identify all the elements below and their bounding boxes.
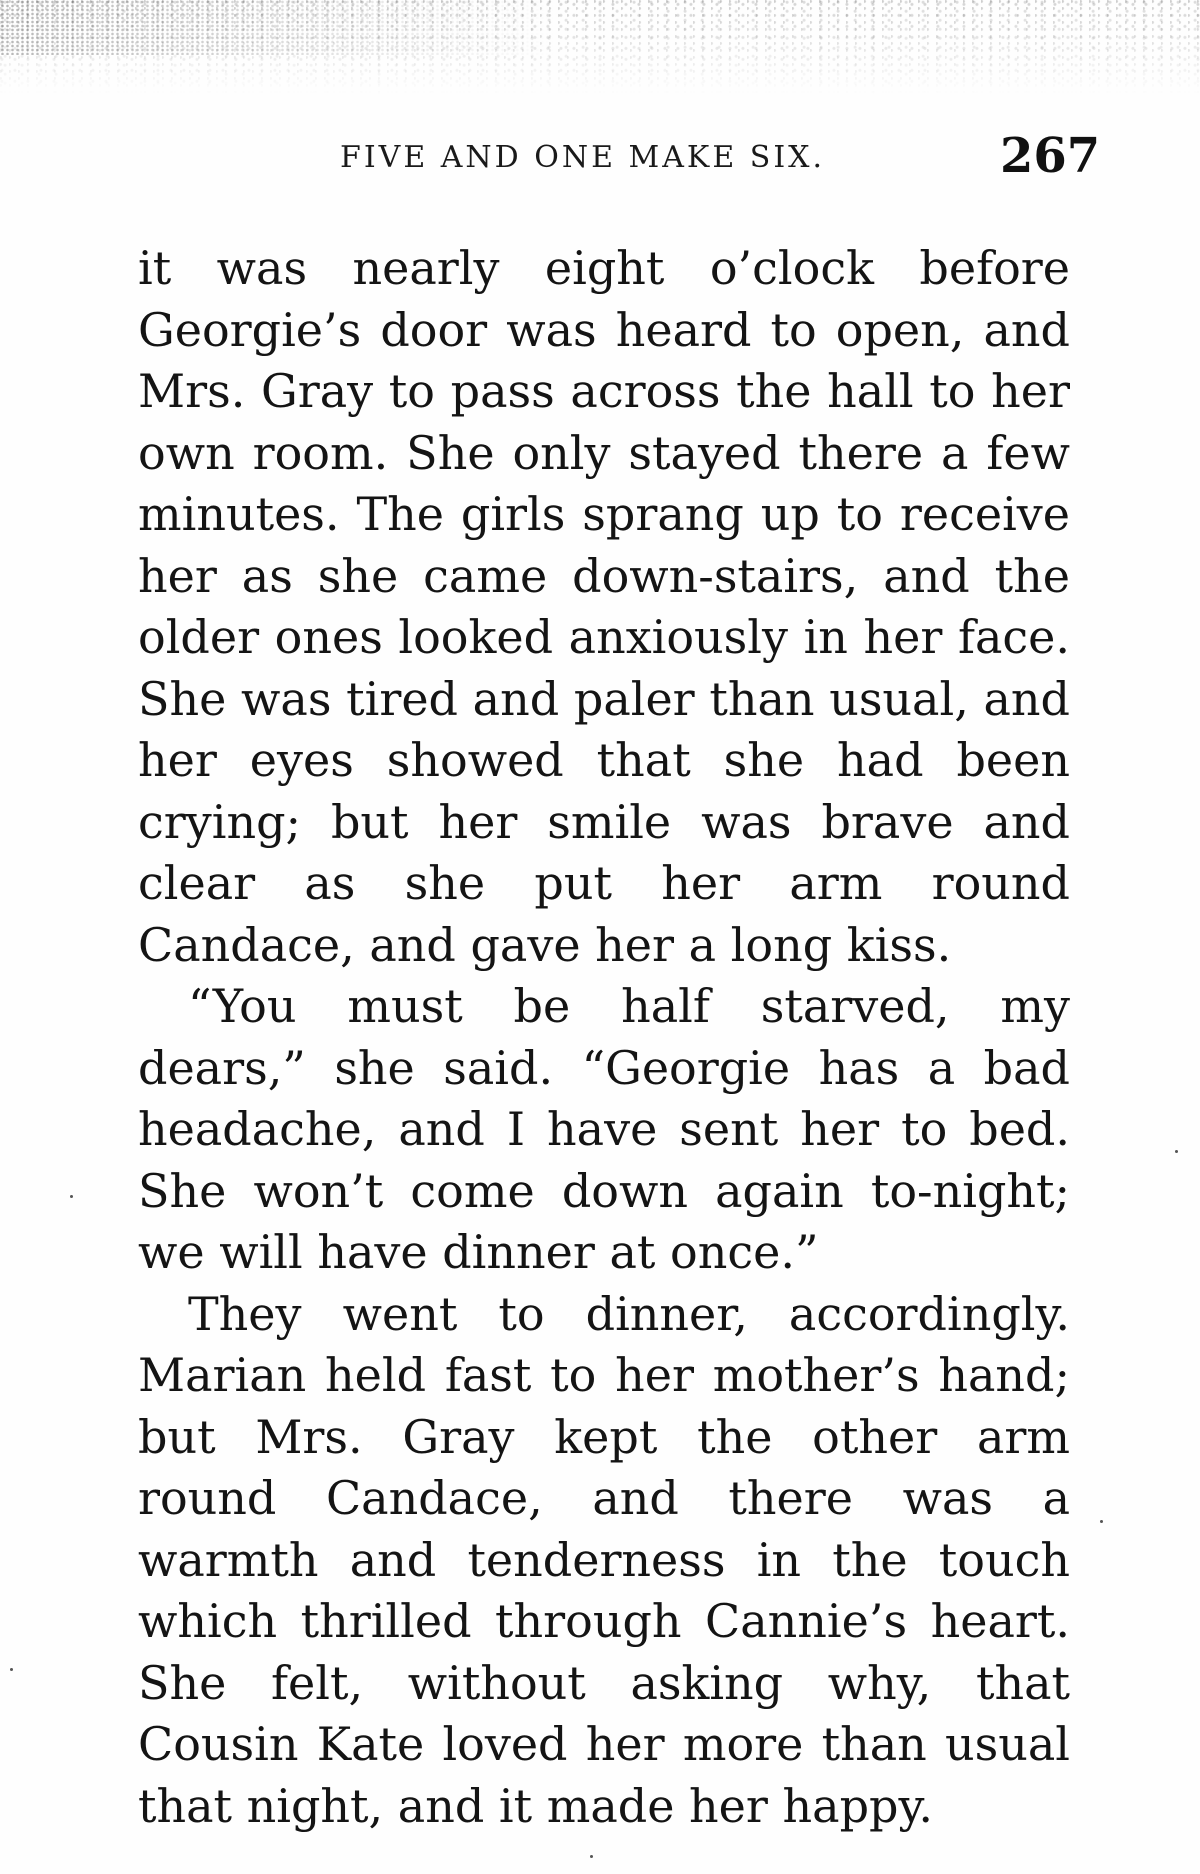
running-head-title: FIVE AND ONE MAKE SIX. — [340, 140, 826, 175]
scan-speck — [70, 1195, 73, 1198]
scan-speck — [10, 1668, 13, 1671]
scan-speck — [590, 1855, 593, 1858]
page-number: 267 — [1000, 128, 1101, 184]
paragraph-1: it was nearly eight o’clock before Georgie’s door was heard to open, and Mrs. Gray to pass across the hall to her own room. She only stayed there a few minutes. The girls sprang up to receive her as she came down-stairs, and the older ones looked anxiously in her face. She was tired and paler than usual, and her eyes showed that she had been crying; but her smile was brave and clear as she put her arm round Candace, and gave her a long kiss. — [138, 241, 1070, 972]
paragraph-3: They went to dinner, accordingly. Marian held fast to her mother’s hand; but Mrs. Gray kept the other arm round Candace, and there was a warmth and tenderness in the touch which thrilled through Cannie’s heart. She felt, without asking why, that Cousin Kate loved her more than usual that night, and it made her happy. — [138, 1286, 1070, 1833]
scan-noise-corner — [0, 0, 560, 55]
body-text — [138, 238, 1070, 1837]
scan-speck — [1100, 1520, 1103, 1523]
paragraph-2: “You must be half starved, my dears,” she said. “Georgie has a bad headache, and I have sent her to bed. She won’t come down again to-night; we will have dinner at once.” — [138, 979, 1070, 1279]
scan-speck — [1175, 1150, 1178, 1153]
